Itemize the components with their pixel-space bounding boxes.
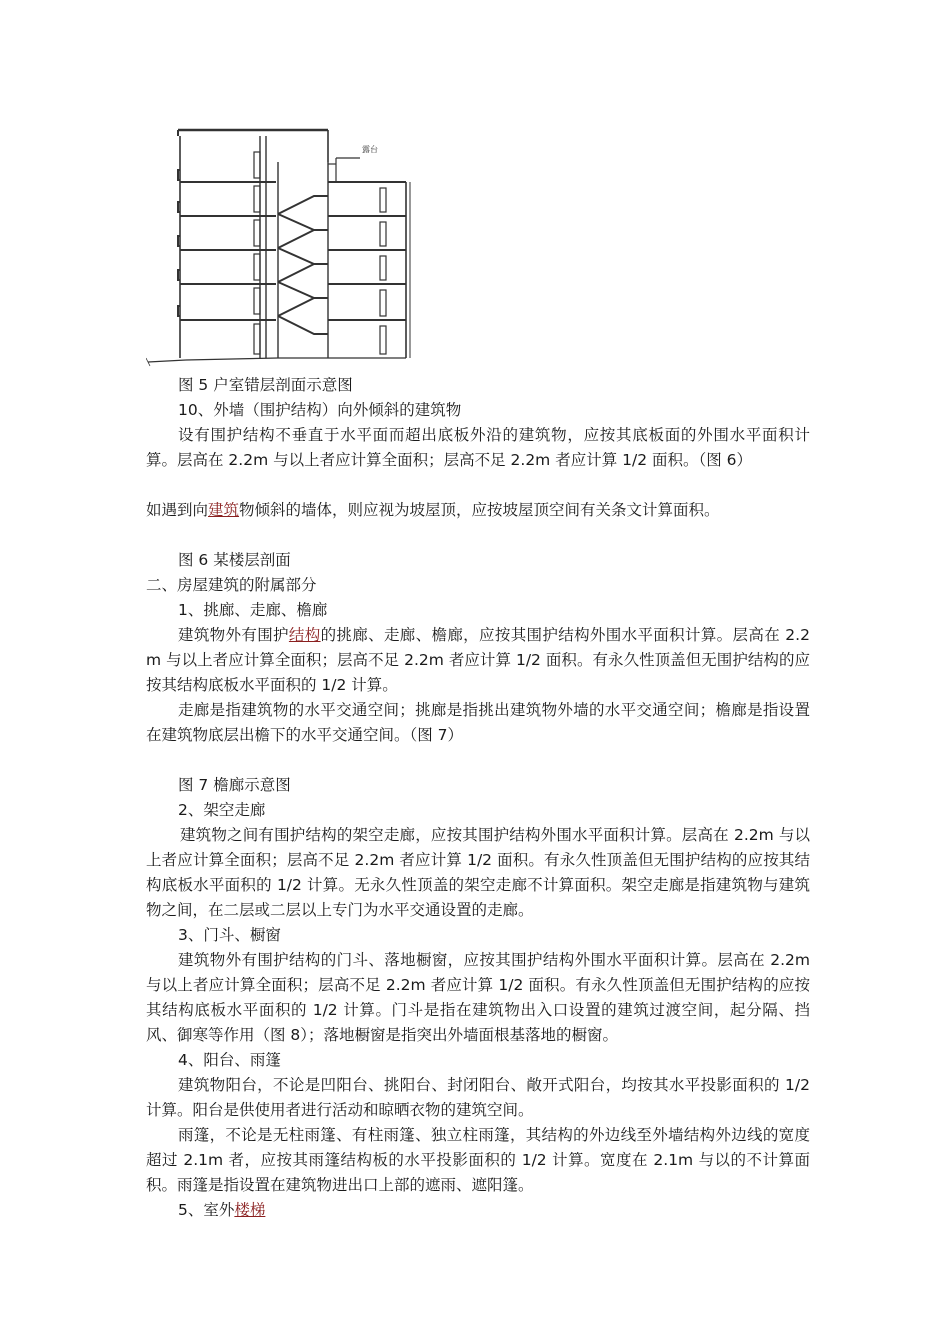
section-10-paragraph-1: 设有围护结构不垂直于水平面而超出底板外沿的建筑物，应按其底板面的外围水平面积计算。层高在 2.2m 与以上者应计算全面积；层高不足 2.2m 者应计算 1/2 面积。（图 6）	[146, 426, 810, 469]
link-structure[interactable]: 结构	[288, 626, 321, 644]
section-5-heading	[146, 1198, 842, 1223]
section-4-heading: 4、阳台、雨篷	[178, 1051, 281, 1069]
paragraph-text: 物倾斜的墙体，则应视为坡屋顶，应按坡屋顶空间有关条文计算面积。	[239, 501, 720, 519]
section-10-paragraph-2	[146, 498, 810, 523]
link-building[interactable]: 建筑	[208, 501, 240, 519]
section-2-paragraph-1: 建筑物之间有围护结构的架空走廊，应按其围护结构外围水平面积计算。层高在 2.2m 与以上者应计算全面积；层高不足 2.2m 者应计算 1/2 面积。有永久性顶盖但无围护结构的应按其结构底板水平面积的 1/2 计算。无永久性顶盖的架空走廊不计算面积。架空走廊是指建筑物与建筑物之间，在二层或二层以上专门为水平交通设置的走廊。	[146, 826, 810, 919]
figure5-caption: 图 5 户室错层剖面示意图	[178, 376, 353, 394]
section-drawing-figure5	[146, 122, 418, 368]
paragraph-text: 的挑廊、走廊、檐廊，应按其围护结构外围水平面积计算。层高在 2.2m 与以上者应计算全面积；层高不足 2.2m 者应计算 1/2 面积。有永久性顶盖但无围护结构的应按其结构底板水平面积的 1/2 计算。	[146, 626, 810, 694]
figure7-caption: 图 7 檐廊示意图	[178, 776, 291, 794]
terrace-label: 露台	[362, 145, 378, 154]
link-stairs[interactable]: 楼梯	[234, 1201, 266, 1219]
section-2-heading: 2、架空走廊	[178, 801, 266, 819]
paragraph-text: 建筑物外有围护	[178, 626, 289, 644]
section-3-paragraph-1: 建筑物外有围护结构的门斗、落地橱窗，应按其围护结构外围水平面积计算。层高在 2.2m 与以上者应计算全面积；层高不足 2.2m 者应计算 1/2 面积。有永久性顶盖但无围护结构的应按其结构底板水平面积的 1/2 计算。门斗是指在建筑物出入口设置的建筑过渡空间，起分隔、挡风、御寒等作用（图 8）；落地橱窗是指突出外墙面根基落地的橱窗。	[146, 951, 810, 1044]
section-1-paragraph-1	[146, 623, 810, 698]
section-4-paragraph-1: 建筑物阳台，不论是凹阳台、挑阳台、封闭阳台、敞开式阳台，均按其水平投影面积的 1/2 计算。阳台是供使用者进行活动和晾晒衣物的建筑空间。	[146, 1076, 810, 1119]
paragraph-text: 如遇到向	[146, 501, 209, 519]
part2-heading: 二、房屋建筑的附属部分	[146, 576, 317, 594]
section-1-heading: 1、挑廊、走廊、檐廊	[178, 601, 328, 619]
section-4-paragraph-2: 雨篷，不论是无柱雨篷、有柱雨篷、独立柱雨篷，其结构的外边线至外墙结构外边线的宽度超过 2.1m 者，应按其雨篷结构板的水平投影面积的 1/2 计算。宽度在 2.1m 与以的不计算面积。雨篷是指设置在建筑物进出口上部的遮雨、遮阳篷。	[146, 1126, 810, 1194]
section-3-heading: 3、门斗、橱窗	[178, 926, 281, 944]
heading-text: 5、室外	[178, 1201, 235, 1219]
figure6-caption: 图 6 某楼层剖面	[178, 551, 291, 569]
section-10-heading: 10、外墙（围护结构）向外倾斜的建筑物	[178, 401, 462, 419]
section-1-paragraph-2: 走廊是指建筑物的水平交通空间；挑廊是指挑出建筑物外墙的水平交通空间；檐廊是指设置在建筑物底层出檐下的水平交通空间。（图 7）	[146, 701, 810, 744]
